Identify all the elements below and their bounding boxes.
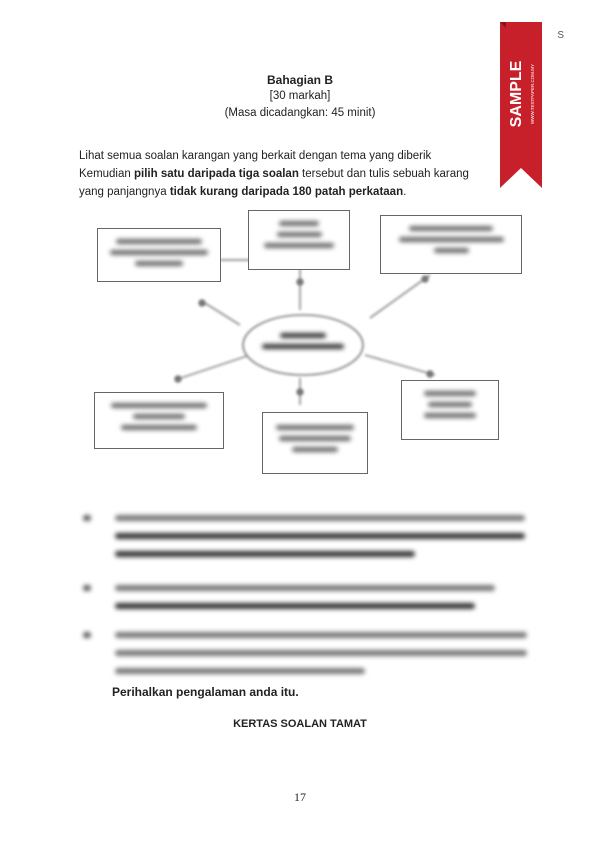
watermark-site: WWW.TESTPAPER.COM.MY <box>530 64 535 124</box>
question-3 <box>83 632 528 677</box>
page-number: 17 <box>294 790 306 804</box>
mind-map-center-label <box>262 327 344 355</box>
mind-map-box-top-center <box>248 210 350 270</box>
instruction-text-2: Kemudian <box>79 168 134 180</box>
header-corner-text: S <box>557 30 564 41</box>
mind-map-box-top-left <box>97 228 221 282</box>
section-title: Bahagian B <box>266 73 333 87</box>
section-marks: [30 markah] <box>269 90 331 102</box>
question-1 <box>83 515 528 565</box>
mind-map-box-bottom-left <box>94 392 224 449</box>
instruction-text-1: Lihat semua soalan karangan yang berkait dengan tema yang diberik <box>79 150 432 162</box>
instruction-text-4: yang panjangnya <box>79 186 170 198</box>
instruction-text-5: . <box>403 186 407 198</box>
mind-map-box-bottom-center <box>262 412 368 474</box>
watermark-label: SAMPLE <box>508 60 525 128</box>
question-3-last-line: Perihalkan pengalaman anda itu. <box>112 685 299 699</box>
instruction-emphasis-1: pilih satu daripada tiga soalan <box>133 168 299 180</box>
mind-map-box-bottom-right <box>401 380 499 440</box>
mind-map-box-top-right <box>380 215 522 274</box>
instruction-emphasis-2: tidak kurang daripada 180 patah perkataan <box>169 186 404 198</box>
sample-watermark-ribbon <box>498 22 544 188</box>
instruction-text-3: tersebut dan tulis sebuah karang <box>298 168 469 180</box>
section-time: (Masa dicadangkan: 45 minit) <box>224 107 376 119</box>
question-2 <box>83 585 528 615</box>
end-of-paper-text: KERTAS SOALAN TAMAT <box>233 718 367 730</box>
instruction-paragraph <box>79 147 529 201</box>
